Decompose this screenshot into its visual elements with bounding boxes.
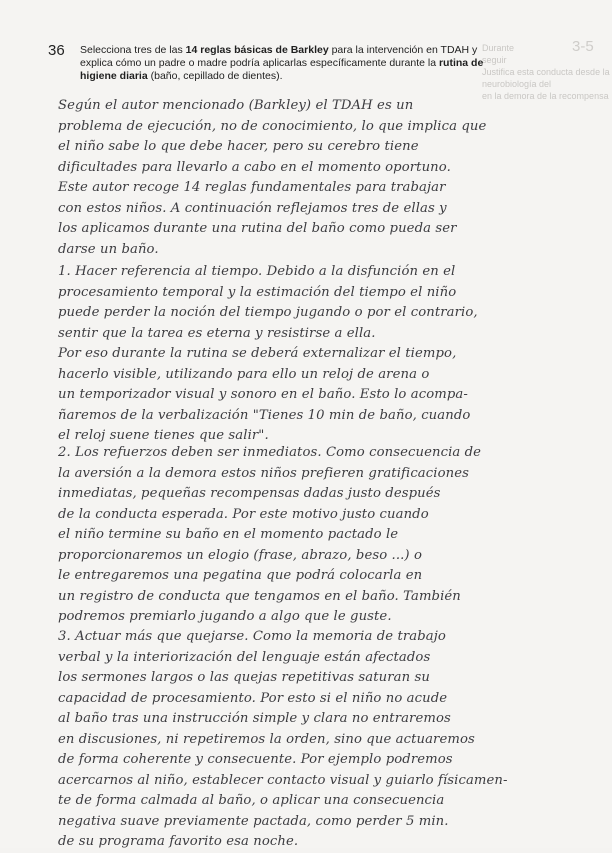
handwritten-line: en discusiones, ni repetiremos la orden, sino que actuaremos [58, 731, 475, 747]
handwritten-line: Según el autor mencionado (Barkley) el TDAH es un [58, 98, 414, 113]
answer-rule-1 [58, 262, 478, 447]
handwritten-line: 1. Hacer referencia al tiempo. Debido a la disfunción en el [58, 264, 456, 279]
handwritten-line: verbal y la interiorización del lenguaje están afectados [58, 649, 431, 665]
handwritten-line: hacerlo visible, utilizando para ello un reloj de arena o [58, 366, 430, 382]
handwritten-line: de su programa favorito esa noche. [58, 834, 299, 849]
handwritten-line: 3. Actuar más que quejarse. Como la memoria de trabajo [58, 629, 446, 644]
question-prompt [80, 44, 485, 83]
handwritten-line: te de forma calmada al baño, o aplicar una consecuencia [58, 793, 445, 808]
handwritten-line: un registro de conducta que tengamos en el baño. También [58, 588, 461, 604]
answer-rule-2 [58, 443, 481, 628]
handwritten-line: dificultades para llevarlo a cabo en el momento oportuno. [58, 159, 451, 175]
handwritten-line: sentir que la tarea es eterna y resistirse a ella. [58, 325, 376, 341]
handwritten-line: procesamiento temporal y la estimación del tiempo el niño [58, 284, 457, 300]
handwritten-line: capacidad de procesamiento. Por esto si el niño no acude [58, 690, 448, 706]
bleed-through-line: Justifica esta conducta desde la neurobiología del [482, 67, 610, 89]
handwritten-line: de forma coherente y consecuente. Por ejemplo podremos [58, 752, 453, 767]
handwritten-line: problema de ejecución, no de conocimiento, lo que implica que [58, 118, 487, 134]
question-number: 36 [48, 42, 65, 59]
answer-rule-3 [58, 627, 508, 853]
handwritten-line: la aversión a la demora estos niños prefieren gratificaciones [58, 465, 469, 481]
handwritten-line: podremos premiarlo jugando a algo que le guste. [58, 609, 392, 624]
prompt-part: para la intervención en TDAH y explica cómo un padre o madre podría aplicarlas específicamente durante la [80, 44, 478, 69]
handwritten-line: el niño termine su baño en el momento pactado le [58, 527, 399, 542]
handwritten-line: los aplicamos durante una rutina del baño como pueda ser [58, 221, 457, 236]
handwritten-line: inmediatas, pequeñas recompensas dadas justo después [58, 486, 441, 501]
prompt-part: (baño, cepillado de dientes). [147, 70, 283, 82]
handwritten-line: negativa suave previamente pactada, como perder 5 min. [58, 813, 449, 829]
handwritten-line: un temporizador visual y sonoro en el baño. Esto lo acompa- [58, 387, 468, 402]
handwritten-line: puede perder la noción del tiempo jugando o por el contrario, [58, 305, 478, 320]
handwritten-line: Este autor recoge 14 reglas fundamentales para trabajar [58, 180, 446, 195]
handwritten-line: Por eso durante la rutina se deberá externalizar el tiempo, [58, 346, 457, 361]
handwritten-line: al baño tras una instrucción simple y clara no entraremos [58, 711, 451, 726]
handwritten-line: darse un baño. [58, 241, 159, 257]
answer-intro [58, 96, 486, 260]
bleed-through-number: 3-5 [572, 38, 594, 55]
bleed-through-line: seguir [482, 55, 507, 65]
prompt-part: Selecciona tres de las [80, 44, 186, 56]
handwritten-line: acercarnos al niño, establecer contacto visual y guiarlo físicamen- [58, 772, 508, 788]
prompt-part-bold: rutina de higiene diaria [80, 57, 484, 82]
handwritten-line: el niño sabe lo que debe hacer, pero su cerebro tiene [58, 139, 419, 154]
handwritten-line: le entregaremos una pegatina que podrá colocarla en [58, 568, 423, 583]
handwritten-line: de la conducta esperada. Por este motivo justo cuando [58, 506, 429, 522]
bleed-through-line: en la demora de la recompensa [482, 91, 609, 101]
prompt-part-bold: 14 reglas básicas de Barkley [185, 44, 329, 56]
handwritten-line: 2. Los refuerzos deben ser inmediatos. Como consecuencia de [58, 445, 482, 460]
bleed-through-line: Durante [482, 43, 515, 53]
handwritten-line: con estos niños. A continuación reflejamos tres de ellas y [58, 200, 447, 216]
handwritten-line: los sermones largos o las quejas repetitivas saturan su [58, 670, 430, 685]
handwritten-line: ñaremos de la verbalización "Tienes 10 min de baño, cuando [58, 407, 471, 423]
handwritten-line: el reloj suene tienes que salir". [58, 428, 269, 443]
bleed-through-text [482, 42, 612, 102]
handwritten-line: proporcionaremos un elogio (frase, abrazo, beso ...) o [58, 547, 422, 563]
